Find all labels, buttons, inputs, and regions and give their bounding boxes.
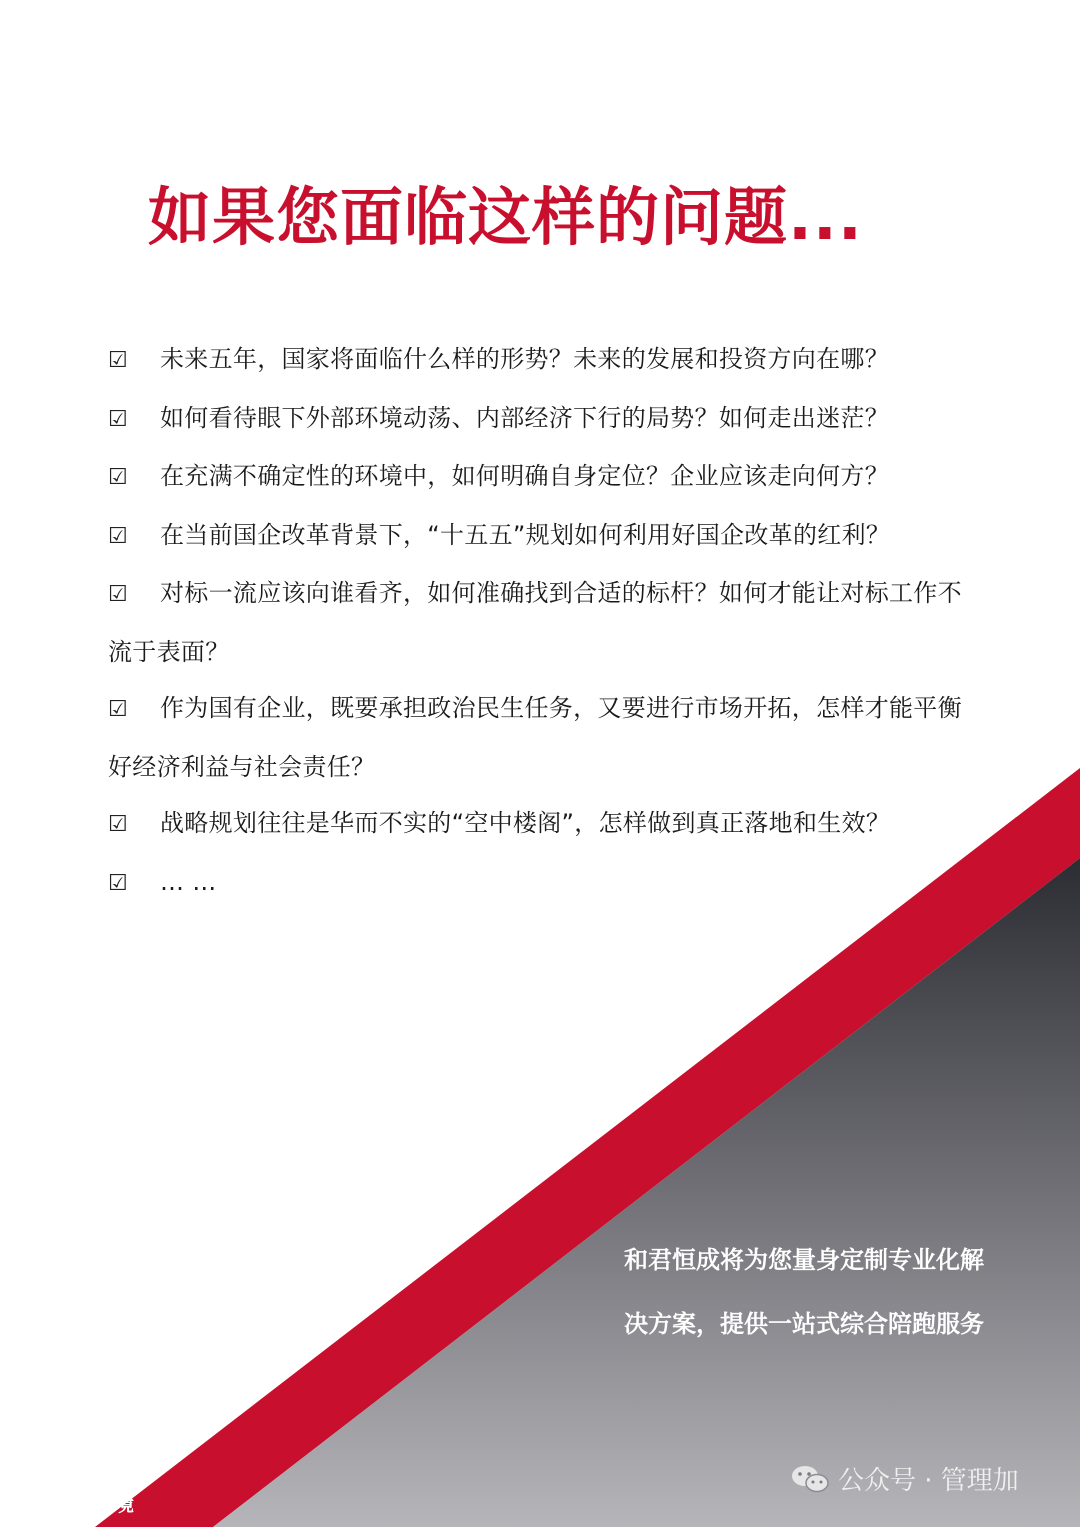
checkbox-icon: ☑ bbox=[108, 465, 128, 490]
question-item bbox=[108, 507, 978, 566]
checkbox-icon: ☑ bbox=[108, 812, 128, 837]
question-item bbox=[108, 565, 978, 680]
slogan-line-2: 决方案，提供一站式综合陪跑服务 bbox=[624, 1310, 984, 1338]
brand-logo-icon bbox=[10, 1490, 50, 1516]
wechat-watermark bbox=[790, 1460, 1019, 1497]
question-text: 在当前国企改革背景下，“十五五”规划如何利用好国企改革的红利？ bbox=[160, 520, 891, 549]
question-item bbox=[108, 331, 978, 390]
service-slogan bbox=[624, 1228, 1054, 1356]
brand-text: 大数跨境 bbox=[54, 1492, 134, 1516]
question-text: 未来五年，国家将面临什么样的形势？未来的发展和投资方向在哪？ bbox=[160, 345, 889, 373]
question-text: 作为国有企业，既要承担政治民生任务，又要进行市场开拓，怎样才能平衡好经济利益与社会责任？ bbox=[108, 694, 962, 781]
wechat-icon bbox=[790, 1464, 830, 1494]
checkbox-icon: ☑ bbox=[108, 523, 128, 549]
question-item bbox=[108, 390, 978, 449]
checkbox-icon: ☑ bbox=[108, 582, 128, 607]
question-item bbox=[108, 448, 978, 507]
checkbox-icon: ☑ bbox=[108, 870, 128, 896]
gray-gradient-panel bbox=[213, 858, 1080, 1527]
brand-watermark bbox=[10, 1488, 134, 1517]
question-text: 对标一流应该向谁看齐，如何准确找到合适的标杆？如何才能让对标工作不流于表面？ bbox=[108, 579, 962, 666]
wechat-account-text: 公众号 · 管理加 bbox=[838, 1466, 1019, 1496]
question-text: … … bbox=[160, 867, 217, 896]
checkbox-icon: ☑ bbox=[108, 697, 128, 722]
question-item bbox=[108, 795, 978, 854]
checkbox-icon: ☑ bbox=[108, 406, 128, 432]
question-list bbox=[108, 331, 978, 912]
question-item bbox=[108, 680, 978, 795]
checkbox-icon: ☑ bbox=[108, 348, 128, 373]
question-text: 在充满不确定性的环境中，如何明确自身定位？企业应该走向何方？ bbox=[160, 462, 889, 490]
question-text: 如何看待眼下外部环境动荡、内部经济下行的局势？如何走出迷茫？ bbox=[160, 403, 889, 432]
question-text: 战略规划往往是华而不实的“空中楼阁”，怎样做到真正落地和生效？ bbox=[160, 809, 891, 837]
question-item bbox=[108, 854, 978, 913]
slogan-line-1: 和君恒成将为您量身定制专业化解 bbox=[624, 1246, 984, 1274]
page-title: 如果您面临这样的问题... bbox=[148, 181, 863, 254]
